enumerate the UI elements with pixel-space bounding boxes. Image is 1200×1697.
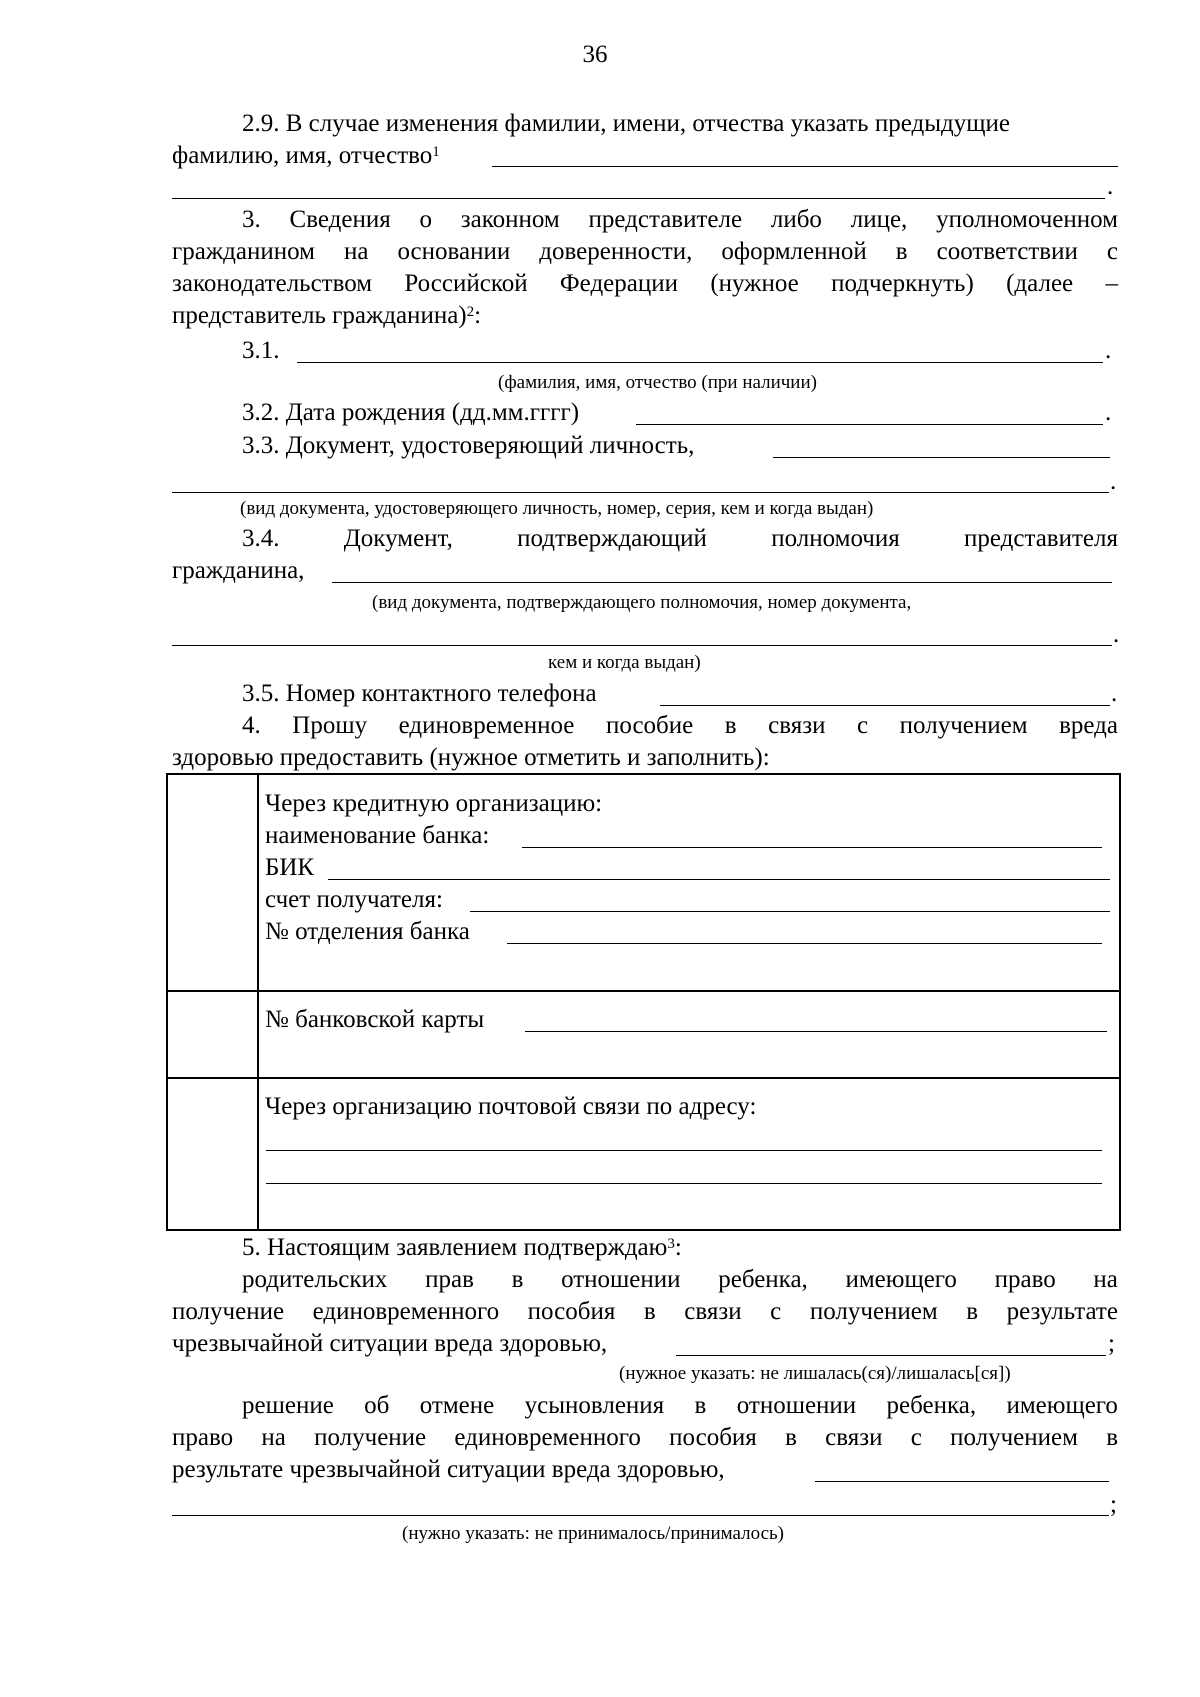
section-3-4-line2: гражданина, (172, 557, 305, 584)
section-3-2-label: 3.2. Дата рождения (дд.мм.гггг) (242, 399, 580, 426)
bank-branch-label: № отделения банка (265, 918, 470, 945)
bank-card-label: № банковской карты (265, 1006, 485, 1033)
word: родительских (242, 1266, 388, 1293)
word: об (364, 1392, 390, 1419)
word: уполномоченном (936, 206, 1118, 233)
section-3-4-line1 (242, 524, 1118, 554)
adoption-cancel-field[interactable] (815, 1481, 1109, 1482)
section-3-line1 (242, 205, 1118, 235)
bank-name-field[interactable] (522, 847, 1102, 848)
phone-field[interactable] (660, 705, 1110, 706)
section-3-3-end: . (1110, 468, 1117, 495)
word: имеющего (1006, 1392, 1118, 1419)
post-address-field-2[interactable] (266, 1183, 1102, 1184)
footnote-2: 2 (466, 304, 475, 320)
bank-transfer-checkbox[interactable] (168, 775, 256, 989)
word: на (343, 238, 369, 265)
footnote-1: 1 (432, 144, 440, 160)
id-document-field-2[interactable] (172, 492, 1109, 493)
word: отмене (419, 1392, 495, 1419)
word: оформленной (721, 238, 867, 265)
table-border-right (1119, 773, 1121, 1231)
word: результате (1006, 1298, 1118, 1325)
word: пособия (669, 1424, 757, 1451)
section-5-a-line3: чрезвычайной ситуации вреда здоровью, (172, 1330, 608, 1357)
section-2-9-text: фамилию, имя, отчество (172, 142, 433, 169)
word: имеющего (845, 1266, 957, 1293)
section-3-line3 (172, 269, 1118, 299)
page-number: 36 (582, 41, 608, 68)
bank-card-checkbox[interactable] (168, 992, 256, 1076)
word: ребенка, (718, 1266, 808, 1293)
word: подчеркнуть) (831, 270, 974, 297)
word: Федерации (559, 270, 678, 297)
word: право (994, 1266, 1056, 1293)
section-3-1-label: 3.1. (242, 337, 280, 364)
word: связи (825, 1424, 883, 1451)
word: в (694, 1392, 707, 1419)
authority-document-field-2[interactable] (172, 645, 1112, 646)
account-field[interactable] (470, 911, 1110, 912)
word: получение (172, 1298, 285, 1325)
word: с (910, 1424, 922, 1451)
word: связи (684, 1298, 742, 1325)
birth-date-field[interactable] (636, 424, 1103, 425)
word: решение (242, 1392, 334, 1419)
bank-branch-field[interactable] (507, 943, 1102, 944)
word: получение (314, 1424, 427, 1451)
word: соответствии (936, 238, 1078, 265)
section-3-line2 (172, 237, 1118, 267)
word: получением (950, 1424, 1078, 1451)
previous-name-field-2[interactable] (172, 198, 1105, 199)
post-address-field[interactable] (266, 1150, 1102, 1151)
word: в (724, 712, 737, 739)
word: 3.4. (242, 525, 280, 552)
previous-name-field[interactable] (492, 166, 1118, 167)
bik-label: БИК (265, 854, 315, 881)
section-4-line2: здоровью предоставить (нужное отметить и заполнить): (172, 744, 770, 771)
word: (далее (1006, 270, 1074, 297)
word: ребенка, (886, 1392, 977, 1419)
word: связи (768, 712, 826, 739)
word: единовременного (454, 1424, 641, 1451)
parental-rights-field[interactable] (676, 1355, 1106, 1356)
word: подтверждающий (517, 525, 707, 552)
word: в (643, 1298, 656, 1325)
section-3-line4: представитель гражданина)$^2$: (172, 302, 482, 329)
word: (нужное (710, 270, 799, 297)
section-5-label: 5. Настоящим заявлением подтверждаю$^3$: (242, 1234, 682, 1261)
word: гражданином (172, 238, 315, 265)
word: усыновления (524, 1392, 665, 1419)
word: единовременного (312, 1298, 500, 1325)
word: Российской (404, 270, 528, 297)
authority-document-field[interactable] (332, 582, 1112, 583)
word: право (172, 1424, 234, 1451)
section-3-3-caption: (вид документа, удостоверяющего личность, номер, серия, кем и когда выдан) (240, 498, 874, 519)
word: законодательством (172, 270, 373, 297)
section-3-5-label: 3.5. Номер контактного телефона (242, 680, 597, 707)
section-3-1-caption: (фамилия, имя, отчество (при наличии) (498, 372, 817, 393)
section-5-b-caption: (нужно указать: не принималось/принималось) (402, 1523, 785, 1544)
section-3-3-label: 3.3. Документ, удостоверяющий личность, (242, 432, 695, 459)
section-5-a-end: ; (1108, 1330, 1115, 1357)
word: получением (809, 1298, 938, 1325)
word: о (419, 206, 432, 233)
section-5-a-line1 (242, 1265, 1118, 1295)
section-2-9-end: . (1107, 173, 1114, 200)
table-column-divider (257, 773, 259, 1231)
word: Прошу (292, 712, 368, 739)
word: лице, (850, 206, 908, 233)
word: Сведения (289, 206, 391, 233)
section-3-2-end: . (1105, 399, 1112, 426)
bank-transfer-title: Через кредитную организацию: (265, 790, 603, 817)
section-5-b-line2 (172, 1423, 1118, 1453)
word: вреда (1059, 712, 1118, 739)
word: на (261, 1424, 286, 1451)
word: на (1093, 1266, 1118, 1293)
account-label: счет получателя: (265, 886, 443, 913)
word: с (770, 1298, 782, 1325)
word: представителя (964, 525, 1118, 552)
word: получением (899, 712, 1028, 739)
word: полномочия (771, 525, 900, 552)
word: 4. (242, 712, 261, 739)
word: в (785, 1424, 797, 1451)
section-5-b-line1 (242, 1391, 1118, 1421)
bank-name-label: наименование банка: (265, 822, 490, 849)
word: – (1105, 270, 1118, 297)
word: доверенности, (539, 238, 693, 265)
adoption-cancel-field-2[interactable] (172, 1515, 1109, 1516)
post-office-label: Через организацию почтовой связи по адресу: (265, 1093, 757, 1120)
section-3-5-end: . (1111, 680, 1118, 707)
word: прав (425, 1266, 474, 1293)
id-document-field[interactable] (773, 457, 1110, 458)
section-2-9-line2 (172, 141, 440, 171)
word: законном (460, 206, 560, 233)
section-3-4-caption2: кем и когда выдан) (548, 652, 701, 673)
word: основании (397, 238, 511, 265)
word: с (857, 712, 869, 739)
section-2-9-line1: 2.9. В случае изменения фамилии, имени, отчества указать предыдущие (242, 110, 1010, 137)
word: в (966, 1298, 979, 1325)
word: в (895, 238, 908, 265)
footnote-3: 3 (667, 1236, 675, 1252)
post-office-checkbox[interactable] (168, 1079, 256, 1228)
table-border-bottom (166, 1229, 1121, 1231)
section-3-4-end: . (1113, 621, 1120, 648)
word: представителе (588, 206, 743, 233)
section-5-a-line2 (172, 1297, 1118, 1327)
section-3-1-end: . (1105, 337, 1112, 364)
bank-card-field[interactable] (525, 1031, 1107, 1032)
word: с (1106, 238, 1118, 265)
section-5-b-end: ; (1110, 1491, 1117, 1518)
table-row-divider-1 (166, 990, 1121, 992)
bik-field[interactable] (328, 879, 1110, 880)
word: либо (770, 206, 822, 233)
section-5-b-line3: результате чрезвычайной ситуации вреда здоровью, (172, 1456, 725, 1483)
word: Документ, (343, 525, 453, 552)
word: пособие (605, 712, 694, 739)
word: в (1106, 1424, 1118, 1451)
section-4-line1 (242, 711, 1118, 741)
word: отношении (736, 1392, 857, 1419)
table-border-top (166, 773, 1121, 775)
section-3-4-caption1: (вид документа, подтверждающего полномочия, номер документа, (372, 592, 912, 613)
section-5-a-caption: (нужное указать: не лишалась(ся)/лишалась[ся]) (619, 1363, 1011, 1384)
word: 3. (242, 206, 261, 233)
word: в (511, 1266, 524, 1293)
representative-name-field[interactable] (297, 362, 1103, 363)
table-row-divider-2 (166, 1077, 1121, 1079)
word: отношении (561, 1266, 681, 1293)
word: пособия (527, 1298, 616, 1325)
word: единовременное (398, 712, 575, 739)
